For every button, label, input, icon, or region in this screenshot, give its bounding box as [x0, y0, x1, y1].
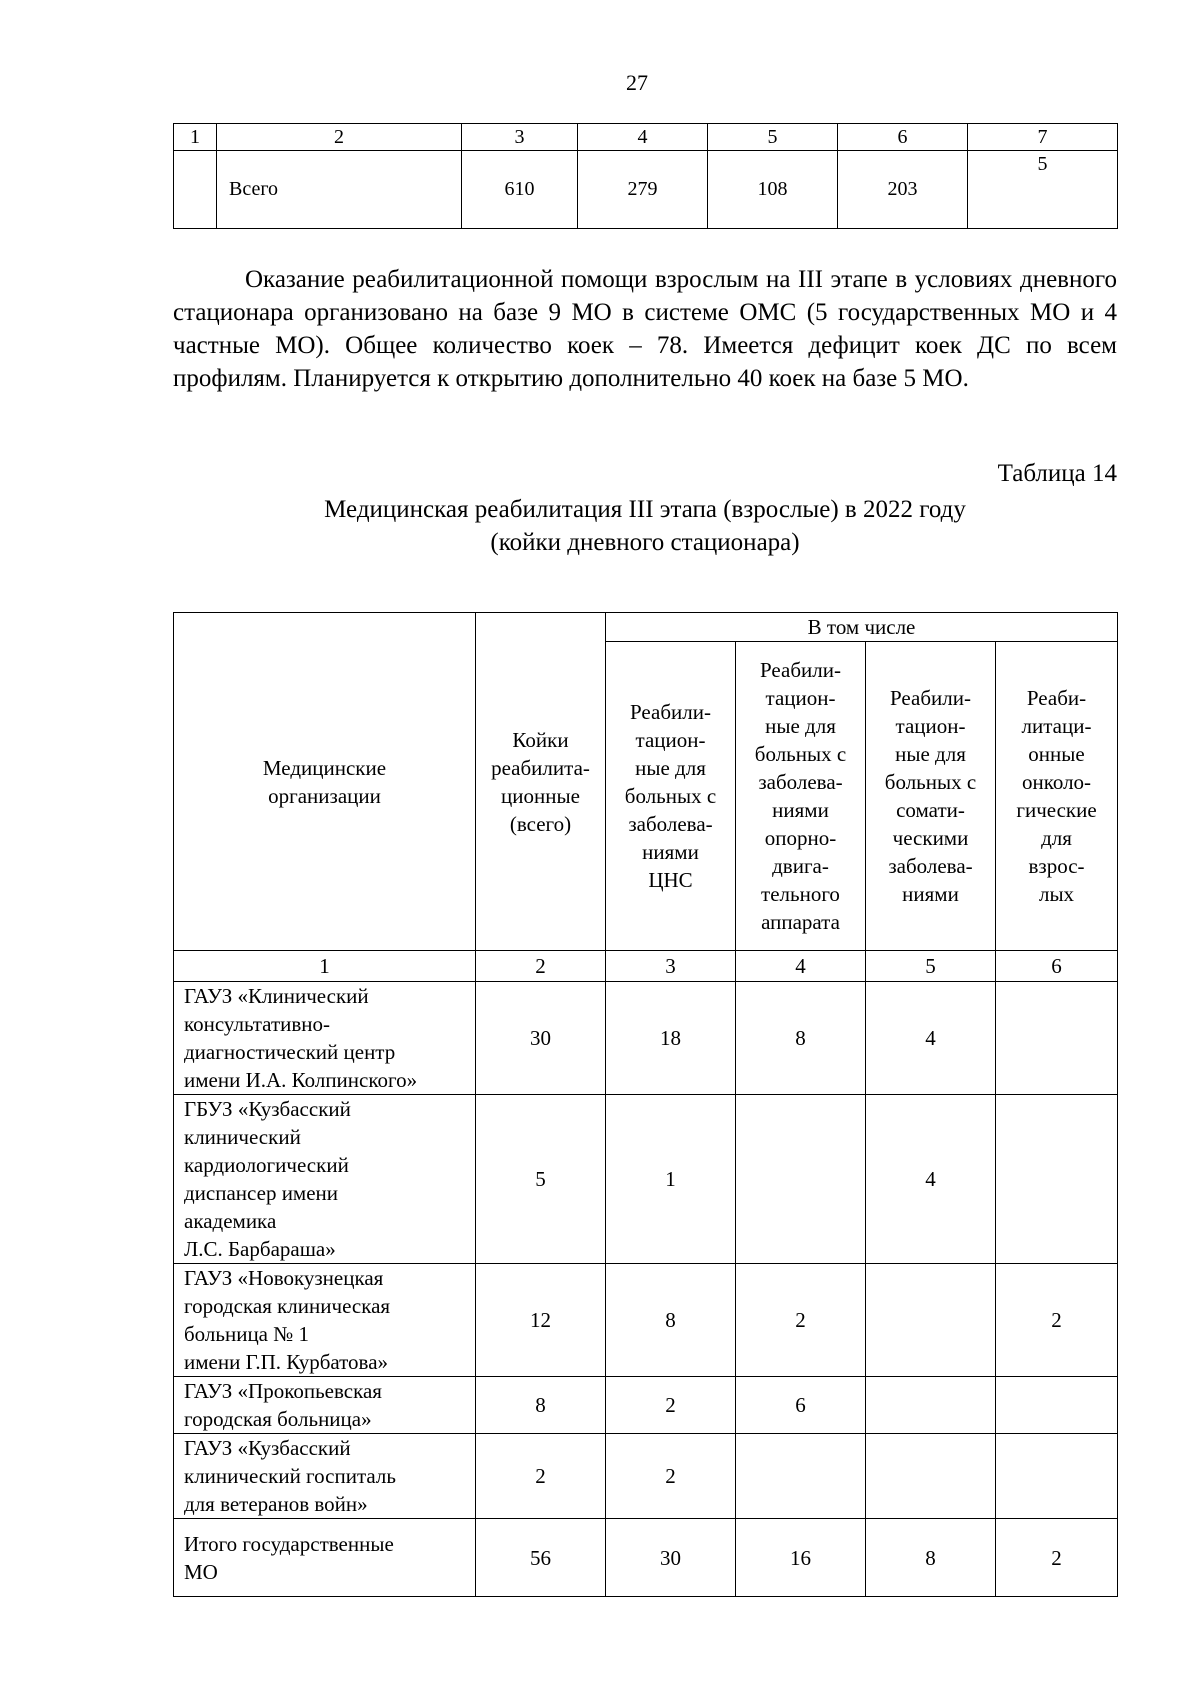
header-onc [996, 642, 1118, 951]
cell-line: ционные [501, 783, 580, 808]
cell-line: заболева- [888, 854, 973, 878]
cell-line: взрос- [1028, 854, 1085, 878]
value-cell-som: 4 [866, 1095, 996, 1264]
cell-line: ЦНС [648, 868, 693, 892]
table-cell: 6 [838, 124, 968, 151]
cell-line: тацион- [765, 686, 836, 710]
org-name-cell [174, 1095, 476, 1264]
value-cell-onc: 2 [996, 1264, 1118, 1377]
cell-line: МО [184, 1559, 218, 1584]
header-row [174, 613, 1118, 642]
table-row [174, 982, 1118, 1095]
cell-line: Койки [512, 727, 569, 752]
table-cell: 3 [462, 124, 578, 151]
cell-line: кардиологический [184, 1153, 349, 1177]
table-label: Таблица 14 [997, 460, 1117, 487]
table-title-line: Медицинская реабилитация III этапа (взрослые) в 2022 году [324, 496, 966, 523]
cell-line: ные для [765, 714, 836, 738]
value-cell-cns: 2 [606, 1434, 736, 1519]
value-cell-oda [736, 1434, 866, 1519]
table-cell: 1 [174, 124, 217, 151]
value-cell-total: 8 [476, 1377, 606, 1434]
cell-line: онные [1028, 742, 1085, 766]
cell-line: организации [268, 783, 381, 808]
cell-line: аппарата [761, 910, 840, 934]
cell-line: двига- [772, 854, 829, 878]
cell-line: клинический госпиталь [184, 1464, 396, 1488]
value-cell-cns: 30 [606, 1519, 736, 1597]
value-cell-oda: 2 [736, 1264, 866, 1377]
value-cell-total: 2 [476, 1434, 606, 1519]
cell-line: заболева- [628, 812, 713, 836]
table-cell: 3 [606, 951, 736, 982]
value-cell-som [866, 1264, 996, 1377]
header-som [866, 642, 996, 951]
table-cell: 5 [968, 151, 1118, 229]
header-total [476, 613, 606, 951]
cell-line: ные для [895, 742, 966, 766]
cell-line: больных с [884, 770, 977, 794]
cell-line: Реабили- [630, 700, 711, 724]
table-cell: 4 [578, 124, 708, 151]
value-cell-som [866, 1377, 996, 1434]
table-body [174, 982, 1118, 1597]
value-cell-onc: 2 [996, 1519, 1118, 1597]
value-cell-oda: 16 [736, 1519, 866, 1597]
table-cell: 279 [578, 151, 708, 229]
rehab-beds-table [173, 612, 1118, 1597]
cell-line: городская клиническая [184, 1294, 391, 1318]
cell-line: онколо- [1021, 770, 1092, 794]
cell-line: для [1041, 826, 1072, 850]
cell-line: имени И.А. Колпинского» [184, 1068, 418, 1092]
cell-line: ниями [642, 840, 699, 864]
table-cell: 610 [462, 151, 578, 229]
value-cell-total: 30 [476, 982, 606, 1095]
table-cell: 203 [838, 151, 968, 229]
table-cell: 5 [708, 124, 838, 151]
cell-line: заболева- [758, 770, 843, 794]
table-row [174, 1434, 1118, 1519]
table-row [174, 1264, 1118, 1377]
column-number-row [174, 124, 1118, 151]
cell-line: академика [184, 1209, 277, 1233]
cell-line: клинический [184, 1125, 301, 1149]
table-title-line: (койки дневного стационара) [490, 529, 800, 556]
value-cell-som [866, 1434, 996, 1519]
header-cns [606, 642, 736, 951]
cell-line: больных с [624, 784, 717, 808]
value-cell-cns: 2 [606, 1377, 736, 1434]
cell-line: ГАУЗ «Новокузнецкая [184, 1266, 384, 1290]
body-paragraph: Оказание реабилитационной помощи взрослым на III этапе в условиях дневного стационара организовано на базе 9 МО в системе ОМС (5 государственных МО и 4 частные МО). Общее количество коек – 78. Имеется дефицит коек ДС по всем профилям. Планируется к открытию дополнительно 40 коек на базе 5 МО. [173, 266, 1117, 392]
value-cell-onc [996, 982, 1118, 1095]
value-cell-total: 12 [476, 1264, 606, 1377]
cell-line: для ветеранов войн» [184, 1492, 368, 1516]
org-name-cell [174, 1264, 476, 1377]
table-cell: 6 [996, 951, 1118, 982]
cell-line: литаци- [1021, 714, 1092, 738]
value-cell-total: 5 [476, 1095, 606, 1264]
value-cell-cns: 8 [606, 1264, 736, 1377]
cell-line: ГАУЗ «Кузбасский [184, 1436, 351, 1460]
cell-line: больных с [754, 742, 847, 766]
org-name-cell [174, 1519, 476, 1597]
cell-line: ГАУЗ «Клинический [184, 984, 369, 1008]
cell-line: (всего) [509, 811, 572, 836]
value-cell-onc [996, 1095, 1118, 1264]
cell-line: диагностический центр [184, 1040, 396, 1064]
value-cell-onc [996, 1434, 1118, 1519]
table-cell: 1 [174, 951, 476, 982]
table-cell: 108 [708, 151, 838, 229]
cell-line: Реабили- [890, 686, 971, 710]
cell-line: городская больница» [184, 1407, 372, 1431]
cell-line: ГАУЗ «Прокопьевская [184, 1379, 382, 1403]
table-cell [174, 151, 217, 229]
cell-line: Реаби- [1026, 686, 1087, 710]
column-number-row [174, 951, 1118, 982]
continuation-table [173, 123, 1118, 229]
org-name-cell [174, 982, 476, 1095]
cell-line: реабилита- [491, 755, 590, 780]
value-cell-oda: 6 [736, 1377, 866, 1434]
value-cell-oda: 8 [736, 982, 866, 1095]
cell-line: диспансер имени [184, 1181, 339, 1205]
table-cell: 7 [968, 124, 1118, 151]
cell-line: тацион- [635, 728, 706, 752]
cell-line: опорно- [764, 826, 837, 850]
cell-line: Реабили- [760, 658, 841, 682]
header-org [174, 613, 476, 951]
table-cell: 5 [866, 951, 996, 982]
cell-line: ГБУЗ «Кузбасский [184, 1097, 351, 1121]
cell-line: Медицинские [262, 755, 387, 780]
table-title [173, 493, 1117, 559]
cell-line: тельного [761, 882, 840, 906]
cell-line: ниями [902, 882, 959, 906]
cell-line: ческими [892, 826, 969, 850]
value-cell-som: 4 [866, 982, 996, 1095]
cell-line: сомати- [896, 798, 965, 822]
table-cell: 2 [217, 124, 462, 151]
total-label: Всего [217, 151, 462, 229]
cell-line: имени Г.П. Курбатова» [184, 1350, 389, 1374]
value-cell-onc [996, 1377, 1118, 1434]
value-cell-cns: 18 [606, 982, 736, 1095]
table-row [174, 1095, 1118, 1264]
org-name-cell [174, 1434, 476, 1519]
table-cell: 4 [736, 951, 866, 982]
header-group: В том числе [606, 613, 1118, 642]
value-cell-cns: 1 [606, 1095, 736, 1264]
cell-line: Итого государственные [184, 1531, 394, 1556]
value-cell-total: 56 [476, 1519, 606, 1597]
cell-line: лых [1038, 882, 1075, 906]
header-oda [736, 642, 866, 951]
total-row [174, 151, 1118, 229]
table-cell: 2 [476, 951, 606, 982]
cell-line: больница № 1 [184, 1322, 310, 1346]
value-cell-som: 8 [866, 1519, 996, 1597]
page-number: 27 [626, 70, 648, 95]
cell-line: Л.С. Барбараша» [184, 1237, 336, 1261]
cell-line: тацион- [895, 714, 966, 738]
cell-line: консультативно- [184, 1012, 331, 1036]
org-name-cell [174, 1377, 476, 1434]
value-cell-oda [736, 1095, 866, 1264]
cell-line: гические [1016, 798, 1097, 822]
table-row [174, 1377, 1118, 1434]
table-row [174, 1519, 1118, 1597]
cell-line: ниями [772, 798, 829, 822]
cell-line: ные для [635, 756, 706, 780]
